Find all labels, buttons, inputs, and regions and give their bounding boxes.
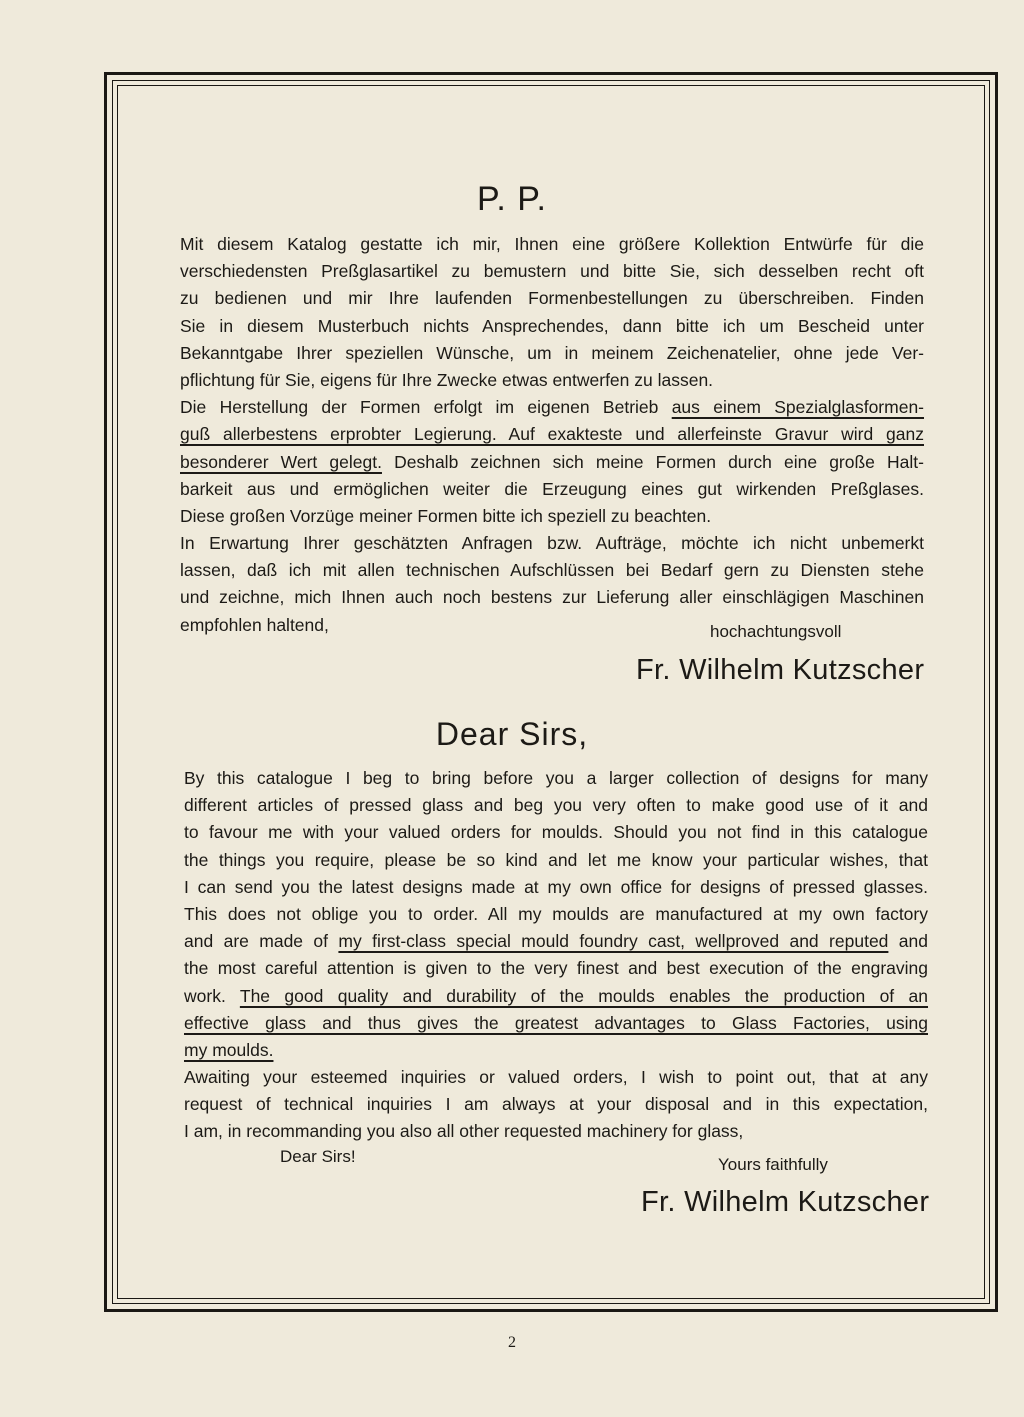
german-line	[180, 340, 924, 367]
english-line	[184, 983, 928, 1010]
english-line	[184, 1118, 928, 1145]
english-line	[184, 928, 928, 955]
text-segment: Mit diesem Katalog gestatte ich mir, Ihnen eine größere Kollektion Entwürfe für die	[180, 234, 924, 254]
text-segment: Die Herstellung der Formen erfolgt im eigenen Betrieb	[180, 397, 672, 418]
english-line	[184, 1010, 928, 1037]
english-line	[184, 955, 928, 982]
german-line	[180, 285, 924, 312]
english-line	[184, 1064, 928, 1091]
text-segment: the things you require, please be so kind and let me know your particular wishes, that	[184, 849, 928, 870]
german-line	[180, 394, 924, 421]
text-segment: Deshalb zeichnen sich meine Formen durch eine große Halt-	[381, 451, 924, 472]
german-closing: hochachtungsvoll	[710, 622, 842, 641]
german-letter-body	[180, 231, 924, 639]
text-segment: and are made of	[184, 931, 339, 952]
english-salutation: Dear Sirs!	[280, 1147, 356, 1166]
text-segment: This does not oblige you to order. All my moulds are manufactured at my own factory	[184, 903, 928, 924]
german-line	[180, 557, 924, 584]
english-line	[184, 901, 928, 928]
english-letter-body	[184, 765, 928, 1146]
english-line	[184, 792, 928, 819]
text-segment: Diese großen Vorzüge meiner Formen bitte ich speziell zu beachten.	[180, 505, 712, 526]
english-line	[184, 1091, 928, 1118]
german-line	[180, 584, 924, 611]
underlined-text: aus einem Spezialglasformen-	[671, 397, 924, 418]
text-segment: verschiedensten Preßglasartikel zu bemustern und bitte Sie, sich desselben recht oft	[180, 261, 924, 282]
text-segment: Bekanntgabe Ihrer speziellen Wünsche, um in meinem Zeichenatelier, ohne jede Ver-	[180, 342, 924, 363]
underlined-text: effective glass and thus gives the greatest advantages to Glass Factories, using	[184, 1012, 928, 1033]
german-line	[180, 476, 924, 503]
text-segment: empfohlen haltend,	[180, 614, 329, 635]
german-line	[180, 367, 924, 394]
german-line	[180, 421, 924, 448]
german-line	[180, 449, 924, 476]
german-signature: Fr. Wilhelm Kutzscher	[636, 654, 925, 686]
text-segment: I can send you the latest designs made at my own office for designs of pressed glasses.	[184, 876, 928, 897]
english-signature: Fr. Wilhelm Kutzscher	[641, 1186, 930, 1218]
text-segment: In Erwartung Ihrer geschätzten Anfragen bzw. Aufträge, möchte ich nicht unbemerkt	[180, 533, 924, 554]
text-segment: By this catalogue I beg to bring before you a larger collection of designs for many	[184, 768, 928, 788]
text-segment: und zeichne, mich Ihnen auch noch bestens zur Lieferung aller einschlägigen Maschinen	[180, 587, 924, 608]
english-line	[184, 1037, 928, 1064]
english-line	[184, 874, 928, 901]
text-segment: barkeit aus und ermöglichen weiter die Erzeugung eines gut wirkenden Preßglases.	[180, 478, 924, 499]
text-segment: to favour me with your valued orders for moulds. Should you not find in this catalogue	[184, 822, 928, 843]
text-segment: lassen, daß ich mit allen technischen Aufschlüssen bei Bedarf gern zu Diensten stehe	[180, 560, 924, 581]
text-segment: work.	[184, 985, 240, 1006]
english-line	[184, 765, 928, 792]
underlined-text: guß allerbestens erprobter Legierung. Auf exakteste und allerfeinste Gravur wird ganz	[180, 424, 924, 445]
text-segment: I am, in recommanding you also all other requested machinery for glass,	[184, 1121, 744, 1142]
german-heading: P. P.	[477, 180, 547, 218]
underlined-text: besonderer Wert gelegt.	[180, 451, 382, 472]
english-line	[184, 847, 928, 874]
underlined-text: The good quality and durability of the moulds enables the production of an	[239, 985, 929, 1006]
text-segment: Sie in diesem Musterbuch nichts Ansprechendes, dann bitte ich um Bescheid unter	[180, 315, 924, 336]
english-heading: Dear Sirs,	[435, 716, 589, 752]
text-segment: Awaiting your esteemed inquiries or valued orders, I wish to point out, that at any	[184, 1067, 928, 1088]
german-line	[180, 503, 924, 530]
german-line	[180, 313, 924, 340]
text-segment: different articles of pressed glass and beg you very often to make good use of it and	[184, 795, 928, 816]
underlined-text: my moulds.	[184, 1039, 274, 1060]
text-segment: zu bedienen und mir Ihre laufenden Formenbestellungen zu überschreiben. Finden	[180, 288, 924, 309]
german-line	[180, 530, 924, 557]
english-closing: Yours faithfully	[718, 1155, 828, 1174]
page-number: 2	[508, 1334, 516, 1351]
text-segment: pflichtung für Sie, eigens für Ihre Zwecke etwas entwerfen zu lassen.	[180, 369, 714, 390]
german-line	[180, 231, 924, 258]
german-line	[180, 258, 924, 285]
text-segment: the most careful attention is given to the very finest and best execution of the engraving	[184, 958, 928, 979]
text-segment: and	[888, 931, 928, 952]
text-segment: request of technical inquiries I am always at your disposal and in this expectation,	[184, 1094, 928, 1115]
underlined-text: my first-class special mould foundry cast, wellproved and reputed	[338, 931, 889, 952]
english-line	[184, 819, 928, 846]
